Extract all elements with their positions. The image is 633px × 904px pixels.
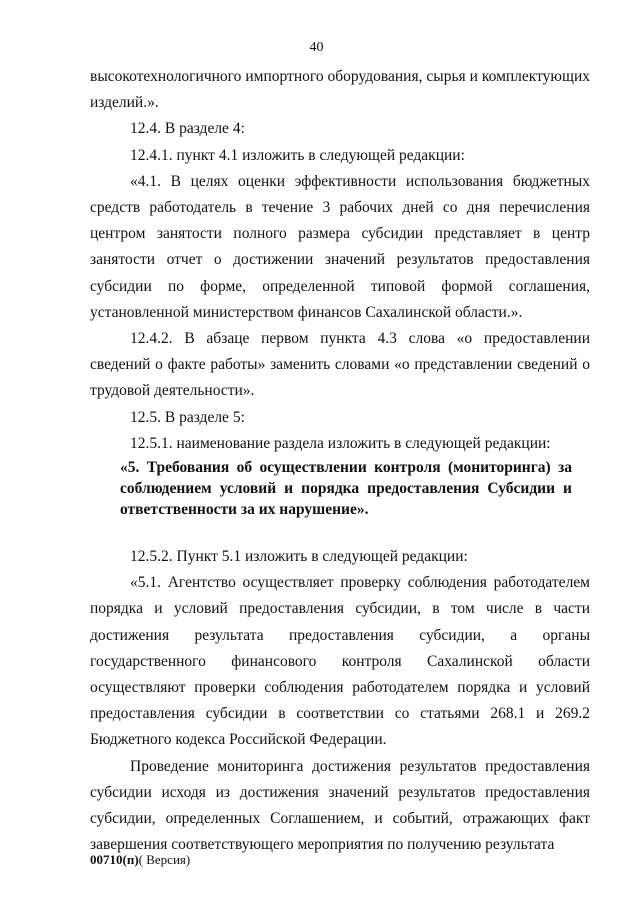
paragraph-12-5-1: 12.5.1. наименование раздела изложить в следующей редакции: (130, 434, 551, 452)
paragraph-12-4-1: 12.4.1. пункт 4.1 изложить в следующей редакции: (130, 146, 465, 164)
paragraph-12-4-2: 12.4.2. В абзаце первом пункта 4.3 слова «о предоставлении сведений о факте работы» заменить словами «о представлении сведений о трудовой деятельности». (90, 330, 590, 400)
page-number: 40 (309, 40, 324, 55)
section-5-heading: «5. Требования об осуществлении контроля (мониторинга) за соблюдением условий и порядка предоставления Субсидии и ответственности за их нарушение». (120, 459, 572, 519)
spacer (90, 520, 590, 544)
paragraph-continuation: высокотехнологичного импортного оборудования, сырья и комплектующих изделий.». (90, 68, 590, 112)
footer-code: 00710(п) (90, 852, 139, 867)
paragraph-12-5-2: 12.5.2. Пункт 5.1 изложить в следующей редакции: (130, 548, 468, 566)
footer-version: ( Версия) (138, 852, 191, 867)
paragraph-section-12-4: 12.4. В разделе 4: (130, 120, 245, 138)
footer-document-code (90, 852, 190, 868)
paragraph-section-12-5: 12.5. В разделе 5: (130, 408, 245, 426)
paragraph-quote-5-1: «5.1. Агентство осуществляет проверку соблюдения работодателем порядка и условий предоставления субсидии, в том числе в части достижения результата предоставления субсидии, а органы государственного финансового контроля Сахалинской области осуществляют проверки соблюдения работодателем порядка и условий предоставления субсидии в соответствии со статьями 268.1 и 269.2 Бюджетного кодекса Российской Федерации. (90, 574, 590, 749)
paragraph-monitoring: Проведение мониторинга достижения результатов предоставления субсидии исходя из достижения значений результатов предоставления субсидии, определенных Соглашением, и событий, отражающих факт завершения соответствующего мероприятия по получению результата (90, 757, 590, 854)
paragraph-quote-4-1: «4.1. В целях оценки эффективности использования бюджетных средств работодатель в течение 3 рабочих дней со дня перечисления центром занятости полного размера субсидии представляет в центр занятости отчет о достижении значений результатов предоставления субсидии по форме, определенной типовой формой соглашения, установленной министерством финансов Сахалинской области.». (90, 172, 590, 321)
document-body (90, 64, 590, 858)
